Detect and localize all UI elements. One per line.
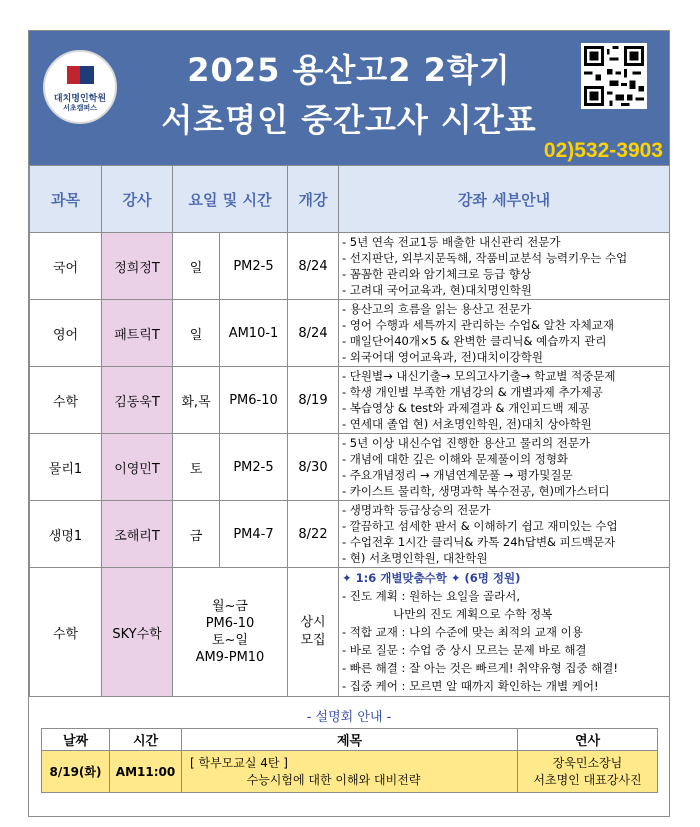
teacher-cell: 이영민T <box>102 434 173 501</box>
header-banner <box>29 31 669 165</box>
detail-line: - 진도 계획 : 원하는 요일을 골라서, <box>342 589 521 603</box>
table-row <box>30 367 670 434</box>
teacher-cell: 패트릭T <box>102 300 173 367</box>
table-row-sky <box>30 568 670 697</box>
time-cell: PM6-10 <box>220 367 288 434</box>
detail-line: - 바로 질문 : 수업 중 상시 모르는 문제 바로 해결 <box>342 643 587 657</box>
seminar-header-row <box>42 729 658 751</box>
table-row <box>30 501 670 568</box>
page-title-line2: 서초명인 중간고사 시간표 <box>161 101 537 139</box>
seminar-date: 8/19(화) <box>42 751 110 793</box>
detail-line: - 선지판단, 외부지문독해, 작품비교분석 능력키우는 수업 <box>342 251 628 265</box>
day-cell: 일 <box>173 233 220 300</box>
contact-phone[interactable]: 02)532-3903 <box>543 139 663 162</box>
table-row <box>30 434 670 501</box>
detail-line: - 깔끔하고 섬세한 판서 & 이해하기 쉽고 재미있는 수업 <box>342 519 618 533</box>
day-cell: 금 <box>173 501 220 568</box>
start-cell: 8/24 <box>288 300 339 367</box>
detail-line: - 주요개념정리 → 개념연계문풀 → 평가및질문 <box>342 468 573 482</box>
subject-cell: 국어 <box>30 233 102 300</box>
subject-cell: 수학 <box>30 568 102 697</box>
schedule-table <box>29 165 670 697</box>
logo-name: 대치명인학원 <box>53 93 107 103</box>
detail-line: - 용산고의 흐름을 읽는 용산고 전문가 <box>342 302 532 316</box>
detail-line: - 학생 개인별 부족한 개념강의 & 개별과제 추가제공 <box>342 385 603 399</box>
teacher-cell: 조해리T <box>102 501 173 568</box>
col-teacher: 강사 <box>102 166 173 233</box>
table-row <box>30 300 670 367</box>
detail-cell <box>339 300 670 367</box>
detail-cell <box>339 233 670 300</box>
academy-logo <box>43 50 117 124</box>
detail-line: - 카이스트 물리학, 생명과학 복수전공, 현)메가스터디 <box>342 484 610 498</box>
detail-line: - 집중 케어 : 모르면 알 때까지 확인하는 개별 케어! <box>342 679 599 693</box>
detail-line: - 생명과학 등급상승의 전문가 <box>342 503 491 517</box>
seminar-speaker: 장욱민소장님 서초명인 대표강사진 <box>518 751 658 793</box>
detail-cell <box>339 367 670 434</box>
detail-line: - 꼼꼼한 관리와 암기체크로 등급 향상 <box>342 267 532 281</box>
time-cell: AM10-1 <box>220 300 288 367</box>
detail-line: - 외국어대 영어교육과, 전)대치이강학원 <box>342 350 544 364</box>
start-cell: 8/24 <box>288 233 339 300</box>
detail-cell <box>339 568 670 697</box>
page-title-line1: 2025 용산고2 2학기 <box>187 51 511 89</box>
detail-line: - 현) 서초명인학원, 대찬학원 <box>342 551 488 565</box>
detail-line: - 단원별→ 내신기출→ 모의고사기출→ 학교별 적중문제 <box>342 369 616 383</box>
detail-line: - 복습영상 & test와 과제결과 & 개인피드백 제공 <box>342 401 590 415</box>
detail-line: - 수업전후 1시간 클리닉& 카톡 24h답변& 피드백문자 <box>342 535 616 549</box>
schedule-header-row <box>30 166 670 233</box>
schedule-cell: 월~금 PM6-10 토~일 AM9-PM10 <box>173 568 288 697</box>
teacher-cell: 김동욱T <box>102 367 173 434</box>
teacher-cell: 정희정T <box>102 233 173 300</box>
subject-cell: 생명1 <box>30 501 102 568</box>
detail-line: - 영어 수행과 세특까지 관리하는 수업& 알찬 자체교재 <box>342 318 614 332</box>
col-subject: 과목 <box>30 166 102 233</box>
col-date: 날짜 <box>42 729 110 751</box>
seminar-topic: [ 학부모교실 4탄 ] 수능시험에 대한 이해와 대비전략 <box>182 751 518 793</box>
timetable-sheet <box>28 30 670 817</box>
seminar-table <box>41 728 658 793</box>
detail-line: - 개념에 대한 깊은 이해와 문제풀이의 정형화 <box>342 452 569 466</box>
detail-cell <box>339 434 670 501</box>
day-cell: 화,목 <box>173 367 220 434</box>
detail-line: - 고려대 국어교육과, 현)대치명인학원 <box>342 283 532 297</box>
col-topic: 제목 <box>182 729 518 751</box>
col-time: 시간 <box>110 729 182 751</box>
detail-line: - 연세대 졸업 현) 서초명인학원, 전)대치 상아학원 <box>342 417 592 431</box>
detail-line: - 빠른 해결 : 잘 아는 것은 빠르게! 취약유형 집중 해결! <box>342 661 618 675</box>
subject-cell: 영어 <box>30 300 102 367</box>
seminar-title: - 설명회 안내 - <box>306 710 392 725</box>
detail-line: - 적합 교재 : 나의 수준에 맞는 최적의 교재 이용 <box>342 625 583 639</box>
seminar-time: AM11:00 <box>110 751 182 793</box>
start-cell: 상시 모집 <box>288 568 339 697</box>
start-cell: 8/22 <box>288 501 339 568</box>
sky-headline: ✦ 1:6 개별맞춤수학 ✦ (6명 정원) <box>342 571 521 585</box>
day-cell: 토 <box>173 434 220 501</box>
start-cell: 8/19 <box>288 367 339 434</box>
detail-line: - 5년 이상 내신수업 진행한 용산고 물리의 전문가 <box>342 436 591 450</box>
seminar-row <box>42 751 658 793</box>
day-cell: 일 <box>173 300 220 367</box>
col-day-time: 요일 및 시간 <box>173 166 288 233</box>
detail-line: - 매일단어40개×5 & 완벽한 클리닉& 예습까지 관리 <box>342 334 607 348</box>
teacher-cell: SKY수학 <box>102 568 173 697</box>
subject-cell: 물리1 <box>30 434 102 501</box>
table-row <box>30 233 670 300</box>
detail-line: - 5년 연속 전교1등 배출한 내신관리 전문가 <box>342 235 561 249</box>
qr-code-icon[interactable] <box>581 43 647 109</box>
subject-cell: 수학 <box>30 367 102 434</box>
detail-line: 나만의 진도 계획으로 수학 정복 <box>342 607 553 621</box>
logo-campus: 서초캠퍼스 <box>63 105 97 112</box>
col-start: 개강 <box>288 166 339 233</box>
time-cell: PM4-7 <box>220 501 288 568</box>
start-cell: 8/30 <box>288 434 339 501</box>
time-cell: PM2-5 <box>220 233 288 300</box>
detail-cell <box>339 501 670 568</box>
time-cell: PM2-5 <box>220 434 288 501</box>
col-speaker: 연사 <box>518 729 658 751</box>
col-details: 강좌 세부안내 <box>339 166 670 233</box>
